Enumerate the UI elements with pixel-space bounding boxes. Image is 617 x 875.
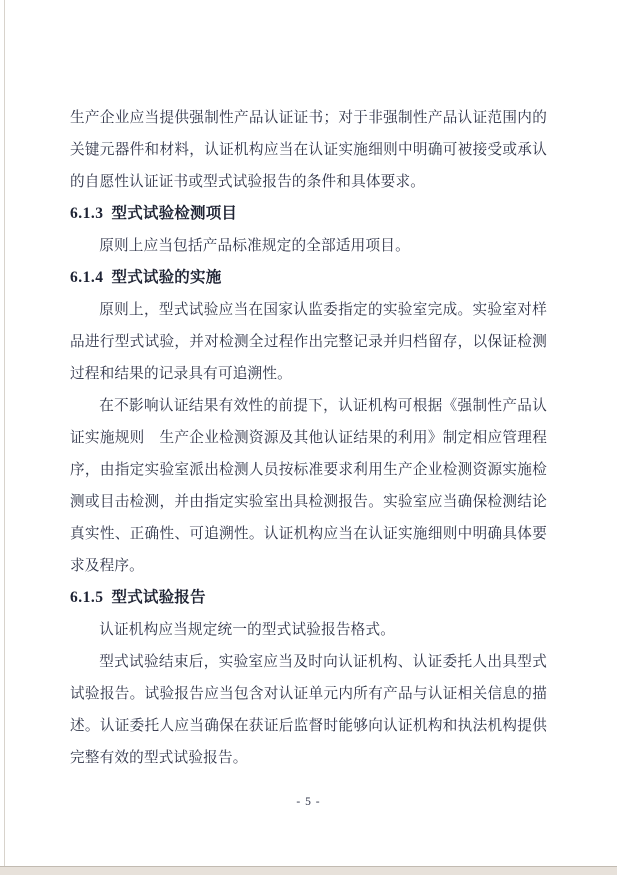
section-heading-6-1-3 <box>70 198 547 230</box>
paragraph: 型式试验结束后，实验室应当及时向认证机构、认证委托人出具型式试验报告。试验报告应当包含对认证单元内所有产品与认证相关信息的描述。认证委托人应当确保在获证后监督时能够向认证机构和执法机构提供完整有效的型式试验报告。 <box>70 654 547 766</box>
scan-edge-bottom <box>0 866 617 875</box>
section-number: 6.1.4 <box>70 269 104 286</box>
paragraph-continuation: 生产企业应当提供强制性产品认证证书；对于非强制性产品认证范围内的关键元器件和材料，认证机构应当在认证实施细则中明确可被接受或承认的自愿性认证证书或型式试验报告的条件和具体要求。 <box>70 110 547 190</box>
paragraph: 原则上，型式试验应当在国家认监委指定的实验室完成。实验室对样品进行型式试验，并对检测全过程作出完整记录并归档留存，以保证检测过程和结果的记录具有可追溯性。 <box>70 302 547 382</box>
document-body <box>70 102 547 774</box>
section-number: 6.1.5 <box>70 589 104 606</box>
paragraph: 在不影响认证结果有效性的前提下，认证机构可根据《强制性产品认证实施规则 生产企业检测资源及其他认证结果的利用》制定相应管理程序，由指定实验室派出检测人员按标准要求利用生产企业检测资源实施检测或目击检测，并由指定实验室出具检测报告。实验室应当确保检测结论真实性、正确性、可追溯性。认证机构应当在认证实施细则中明确具体要求及程序。 <box>70 398 547 574</box>
paragraph: 原则上应当包括产品标准规定的全部适用项目。 <box>99 238 410 254</box>
section-heading-6-1-4 <box>70 262 547 294</box>
section-heading-6-1-5 <box>70 582 547 614</box>
section-title: 型式试验报告 <box>111 589 206 606</box>
section-title: 型式试验的实施 <box>111 269 222 286</box>
paragraph: 认证机构应当规定统一的型式试验报告格式。 <box>99 622 396 638</box>
page-number: - 5 - <box>296 796 321 808</box>
section-title: 型式试验检测项目 <box>111 205 238 222</box>
scan-edge-left <box>4 0 5 866</box>
section-number: 6.1.3 <box>70 205 104 222</box>
